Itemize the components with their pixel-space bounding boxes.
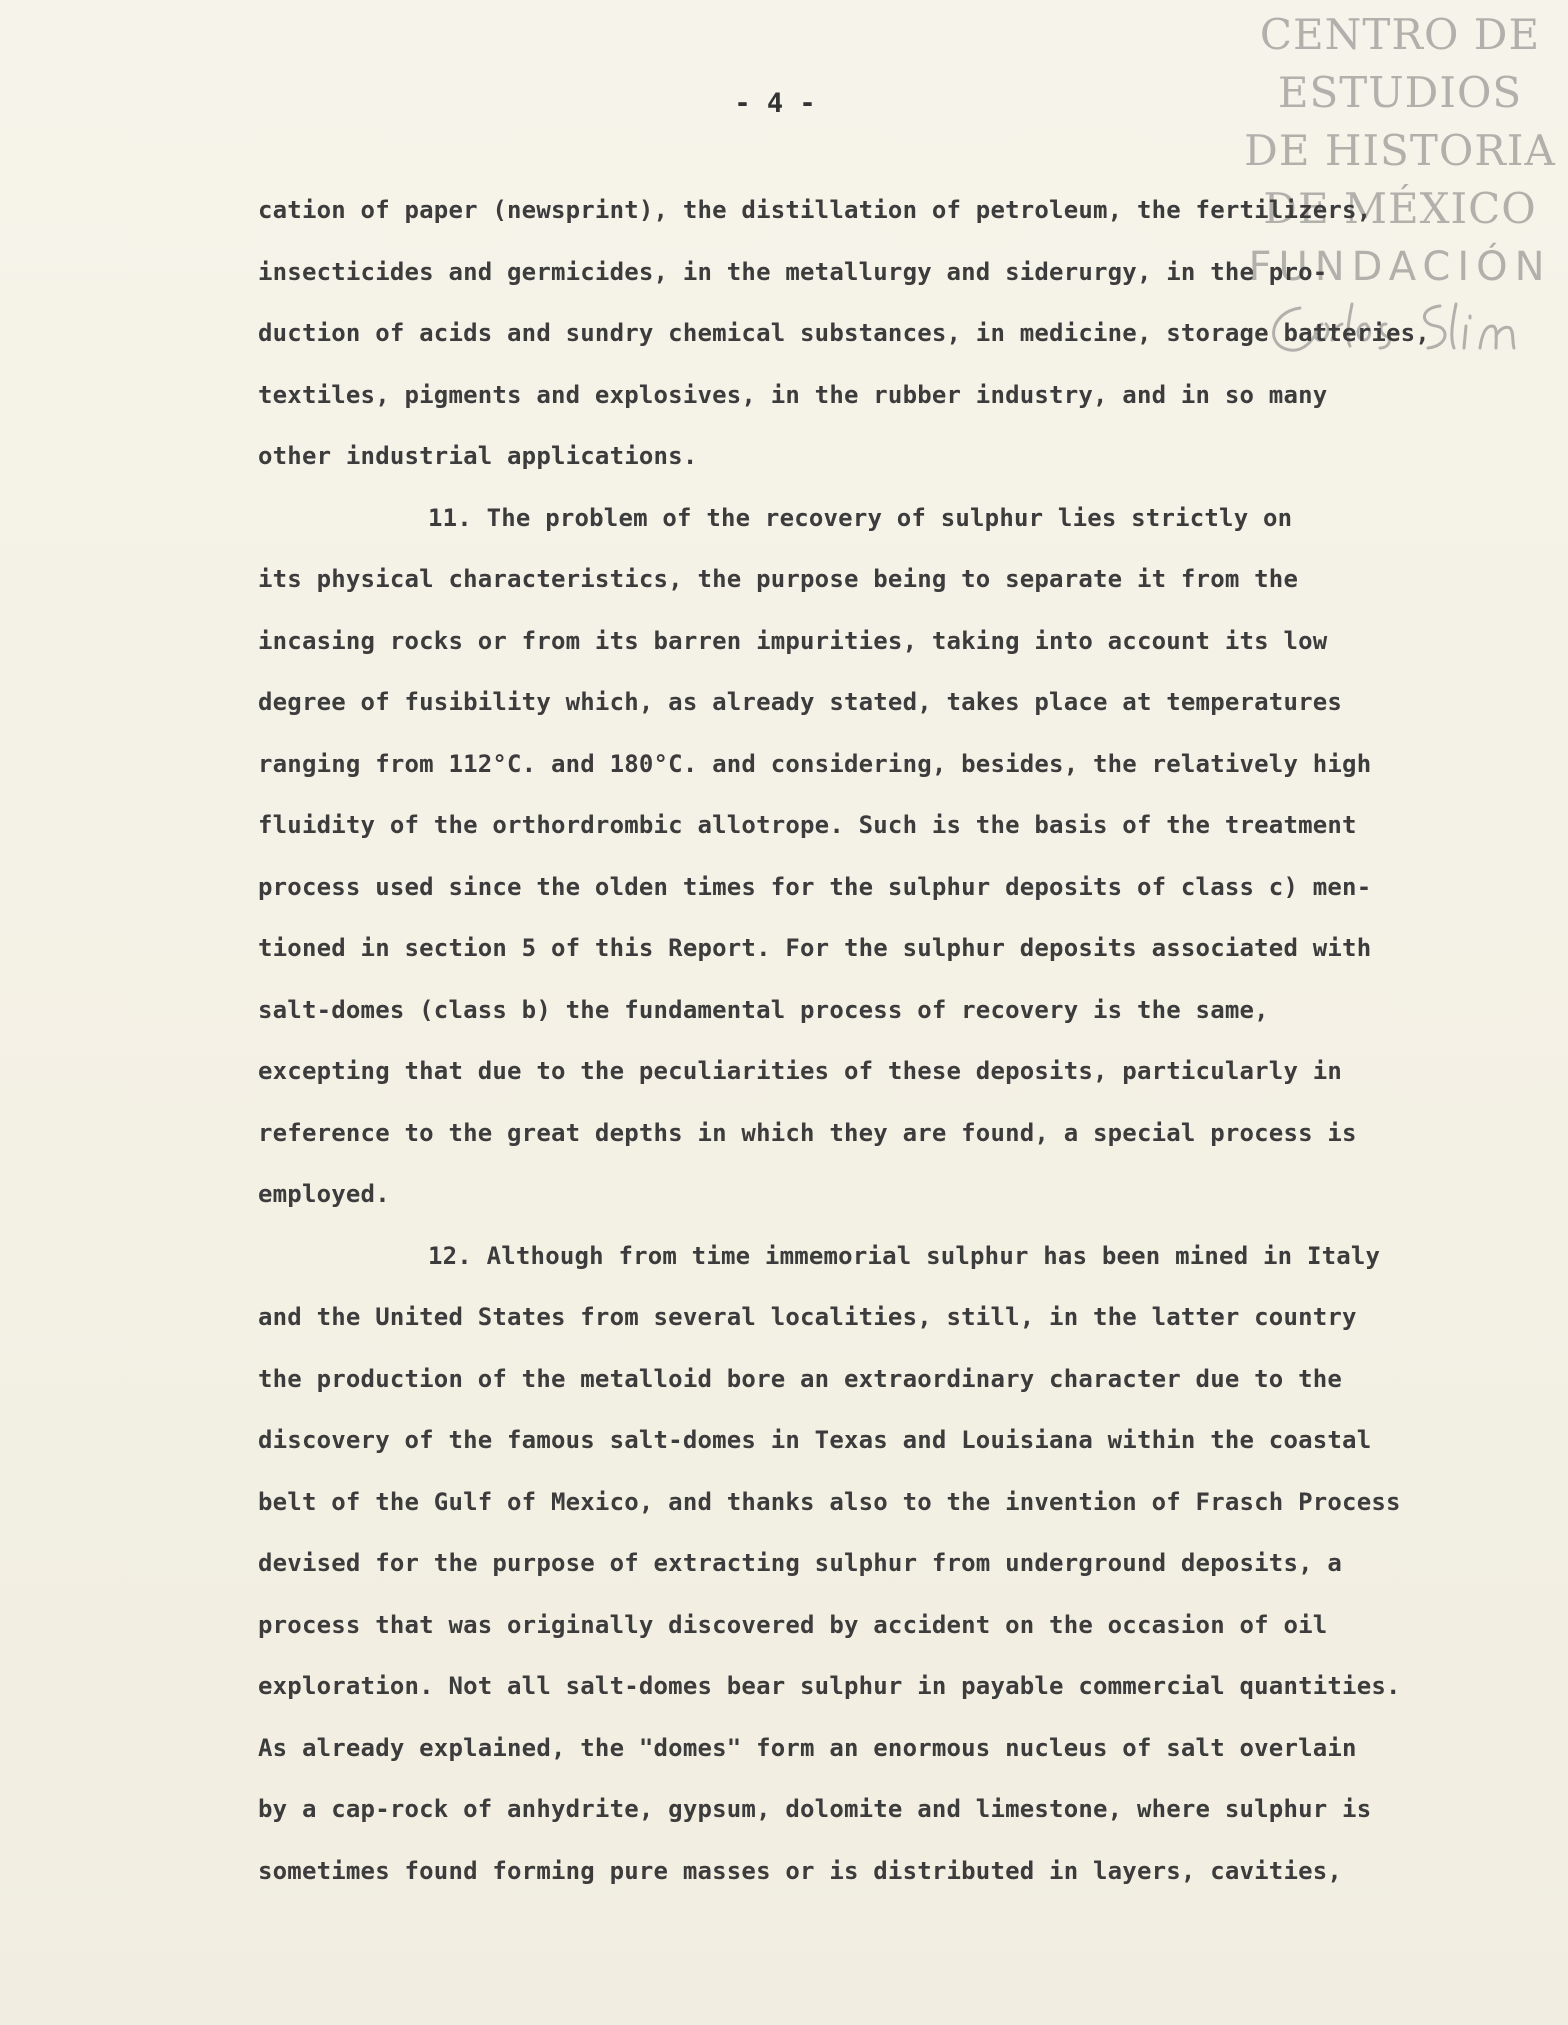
body-text xyxy=(258,180,1498,1902)
text-line: exploration. Not all salt-domes bear sulphur in payable commercial quantities. xyxy=(258,1672,1401,1700)
watermark-line-3: DE HISTORIA xyxy=(1244,126,1556,175)
text-line: tioned in section 5 of this Report. For the sulphur deposits associated with xyxy=(258,934,1372,962)
paragraph-12-start: 12. Although from time immemorial sulphur has been mined in Italy xyxy=(428,1241,1381,1270)
text-line: duction of acids and sundry chemical substances, in medicine, storage batteries, xyxy=(258,319,1430,347)
text-line: insecticides and germicides, in the metallurgy and siderurgy, in the pro- xyxy=(258,257,1328,286)
text-line: process used since the olden times for the sulphur deposits of class c) men- xyxy=(258,872,1372,901)
text-line: As already explained, the "domes" form an enormous nucleus of salt overlain xyxy=(258,1733,1357,1762)
paragraph-11-start: 11. The problem of the recovery of sulphur lies strictly on xyxy=(428,503,1293,532)
watermark-line-2: ESTUDIOS xyxy=(1277,68,1523,117)
text-line: and the United States from several localities, still, in the latter country xyxy=(258,1303,1357,1331)
text-line: sometimes found forming pure masses or is distributed in layers, cavities, xyxy=(258,1856,1343,1885)
text-line: fluidity of the orthordrombic allotrope. Such is the basis of the treatment xyxy=(258,811,1357,839)
text-line: excepting that due to the peculiarities of these deposits, particularly in xyxy=(258,1057,1343,1085)
text-line: by a cap-rock of anhydrite, gypsum, dolomite and limestone, where sulphur is xyxy=(258,1795,1372,1823)
text-line: devised for the purpose of extracting sulphur from underground deposits, a xyxy=(258,1549,1343,1577)
text-line: textiles, pigments and explosives, in the rubber industry, and in so many xyxy=(258,380,1328,409)
text-line: reference to the great depths in which they are found, a special process is xyxy=(258,1118,1357,1147)
text-line: process that was originally discovered by accident on the occasion of oil xyxy=(258,1610,1328,1639)
text-line: cation of paper (newsprint), the distillation of petroleum, the fertilizers, xyxy=(258,196,1372,224)
page-number: - 4 - xyxy=(734,88,816,119)
text-line: the production of the metalloid bore an extraordinary character due to the xyxy=(258,1364,1343,1393)
watermark-foundation: FUNDACIÓN xyxy=(1248,244,1552,290)
text-line: its physical characteristics, the purpose being to separate it from the xyxy=(258,565,1299,593)
text-line: belt of the Gulf of Mexico, and thanks also to the invention of Frasch Process xyxy=(258,1487,1401,1516)
text-line: degree of fusibility which, as already stated, takes place at temperatures xyxy=(258,688,1343,716)
watermark-line-1: CENTRO DE xyxy=(1259,10,1541,59)
text-line: other industrial applications. xyxy=(258,442,698,470)
watermark-line-4: DE MÉXICO xyxy=(1263,184,1537,233)
text-line: ranging from 112°C. and 180°C. and considering, besides, the relatively high xyxy=(258,749,1372,778)
text-line: discovery of the famous salt-domes in Texas and Louisiana within the coastal xyxy=(258,1426,1372,1454)
text-line: salt-domes (class b) the fundamental process of recovery is the same, xyxy=(258,995,1269,1024)
text-line: incasing rocks or from its barren impurities, taking into account its low xyxy=(258,626,1328,655)
text-line: employed. xyxy=(258,1180,390,1208)
